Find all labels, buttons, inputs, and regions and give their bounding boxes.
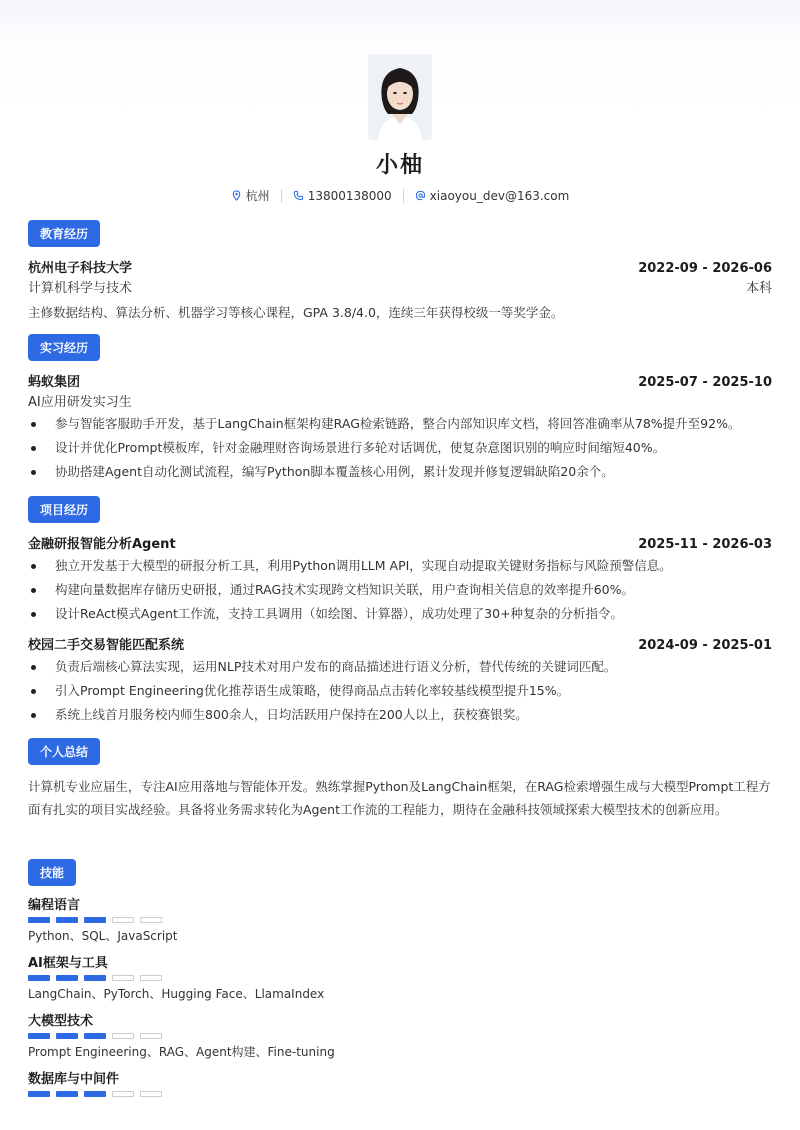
skill-level-segment xyxy=(28,1091,50,1097)
project-name: 校园二手交易智能匹配系统 xyxy=(28,638,185,653)
contact-info xyxy=(0,187,800,204)
list-item: 设计并优化Prompt模板库，针对金融理财咨询场景进行多轮对话调优，使复杂意图识别的响应时间缩短40%。 xyxy=(28,436,772,460)
skill-values: Prompt Engineering、RAG、Agent构建、Fine-tuning xyxy=(28,1045,335,1059)
section-tag-education: 教育经历 xyxy=(28,220,100,247)
skill-level-segment xyxy=(56,1091,78,1097)
phone-item xyxy=(293,189,392,203)
section-tag-projects: 项目经历 xyxy=(28,496,100,523)
skill-level-segment xyxy=(112,1033,134,1039)
skill-level-segment xyxy=(28,1033,50,1039)
skill-level-segment xyxy=(140,1033,162,1039)
education-header-row xyxy=(28,257,772,276)
degree: 本科 xyxy=(745,281,772,296)
education-description: 主修数据结构、算法分析、机器学习等核心课程，GPA 3.8/4.0，连续三年获得校级一等奖学金。 xyxy=(28,305,564,320)
skill-values: LangChain、PyTorch、Hugging Face、LlamaIndex xyxy=(28,987,325,1001)
internship-role: AI应用研发实习生 xyxy=(28,395,132,410)
skill-level-segment xyxy=(56,1033,78,1039)
list-item: 协助搭建Agent自动化测试流程，编写Python脚本覆盖核心用例，累计发现并修复逻辑缺陷20余个。 xyxy=(28,460,772,484)
skill-level-segment xyxy=(140,1091,162,1097)
skill-level-segment xyxy=(140,917,162,923)
email-text[interactable]: xiaoyou_dev@163.com xyxy=(429,188,570,203)
skill-level-bar xyxy=(28,1091,772,1097)
contact-divider xyxy=(281,189,282,203)
company-name: 蚂蚁集团 xyxy=(28,375,81,390)
skill-level-segment xyxy=(140,975,162,981)
project-dates: 2024-09 - 2025-01 xyxy=(638,638,772,653)
email-icon xyxy=(415,190,426,201)
skill-name: 大模型技术 xyxy=(28,1014,94,1029)
skill-level-bar xyxy=(28,1033,772,1039)
skill-level-segment xyxy=(112,975,134,981)
location-text: 杭州 xyxy=(245,189,270,203)
section-tag-skills: 技能 xyxy=(28,859,76,886)
school-name: 杭州电子科技大学 xyxy=(28,261,133,276)
project-bullets xyxy=(28,554,772,626)
skill-values: Python、SQL、JavaScript xyxy=(28,929,178,943)
skill-level-bar xyxy=(28,975,772,981)
section-tag-summary: 个人总结 xyxy=(28,738,100,765)
project-header-row xyxy=(28,634,772,653)
skill-group xyxy=(28,952,772,1002)
major: 计算机科学与技术 xyxy=(28,281,133,296)
list-item: 独立开发基于大模型的研报分析工具，利用Python调用LLM API，实现自动提取关键财务指标与风险预警信息。 xyxy=(28,554,772,578)
skill-level-segment xyxy=(28,917,50,923)
portrait-illustration xyxy=(368,54,432,140)
skills-section xyxy=(28,859,772,1097)
skill-name: 编程语言 xyxy=(28,898,81,913)
education-section xyxy=(28,220,772,324)
project-dates: 2025-11 - 2026-03 xyxy=(638,537,772,552)
internship-dates: 2025-07 - 2025-10 xyxy=(638,375,772,390)
location-item xyxy=(231,187,270,204)
skill-name: AI框架与工具 xyxy=(28,956,108,971)
phone-text[interactable]: 13800138000 xyxy=(307,188,392,203)
internship-section xyxy=(28,334,772,484)
project-bullets xyxy=(28,655,772,727)
skill-group xyxy=(28,1010,772,1060)
skill-level-segment xyxy=(84,917,106,923)
project-header-row xyxy=(28,533,772,552)
skill-level-segment xyxy=(84,975,106,981)
skill-level-segment xyxy=(112,1091,134,1097)
candidate-name: 小柚 xyxy=(375,153,424,178)
skill-level-segment xyxy=(112,917,134,923)
email-item xyxy=(415,189,570,203)
list-item: 引入Prompt Engineering优化推荐语生成策略，使得商品点击转化率较基线模型提升15%。 xyxy=(28,679,772,703)
skill-group xyxy=(28,894,772,944)
project-name: 金融研报智能分析Agent xyxy=(28,537,176,552)
list-item: 参与智能客服助手开发，基于LangChain框架构建RAG检索链路，整合内部知识库文档，将回答准确率从78%提升至92%。 xyxy=(28,412,772,436)
skill-level-bar xyxy=(28,917,772,923)
phone-icon xyxy=(293,190,304,201)
list-item: 构建向量数据库存储历史研报，通过RAG技术实现跨文档知识关联，用户查询相关信息的效率提升60%。 xyxy=(28,578,772,602)
internship-bullets xyxy=(28,412,772,484)
skill-level-segment xyxy=(28,975,50,981)
summary-section xyxy=(28,738,772,821)
education-dates: 2022-09 - 2026-06 xyxy=(638,261,772,276)
projects-section xyxy=(28,496,772,727)
summary-text: 计算机专业应届生，专注AI应用落地与智能体开发。熟练掌握Python及LangChain框架，在RAG检索增强生成与大模型Prompt工程方面有扎实的项目实战经验。具备将业务需求转化为Agent工作流的工程能力，期待在金融科技领域探索大模型技术的创新应用。 xyxy=(28,779,771,817)
education-sub-row xyxy=(28,277,772,296)
skill-name: 数据库与中间件 xyxy=(28,1072,120,1087)
skill-level-segment xyxy=(56,975,78,981)
resume-header xyxy=(0,54,800,204)
internship-header-row xyxy=(28,371,772,390)
internship-role-row xyxy=(28,391,772,410)
location-icon xyxy=(231,190,242,201)
skill-level-segment xyxy=(56,917,78,923)
skill-level-segment xyxy=(84,1033,106,1039)
skill-level-segment xyxy=(84,1091,106,1097)
list-item: 设计ReAct模式Agent工作流，支持工具调用（如绘图、计算器），成功处理了30+种复杂的分析指令。 xyxy=(28,602,772,626)
skill-group xyxy=(28,1068,772,1097)
list-item: 系统上线首月服务校内师生800余人，日均活跃用户保持在200人以上，获校赛银奖。 xyxy=(28,703,772,727)
profile-photo xyxy=(368,54,432,140)
contact-divider xyxy=(403,189,404,203)
list-item: 负责后端核心算法实现，运用NLP技术对用户发布的商品描述进行语义分析，替代传统的关键词匹配。 xyxy=(28,655,772,679)
section-tag-internship: 实习经历 xyxy=(28,334,100,361)
